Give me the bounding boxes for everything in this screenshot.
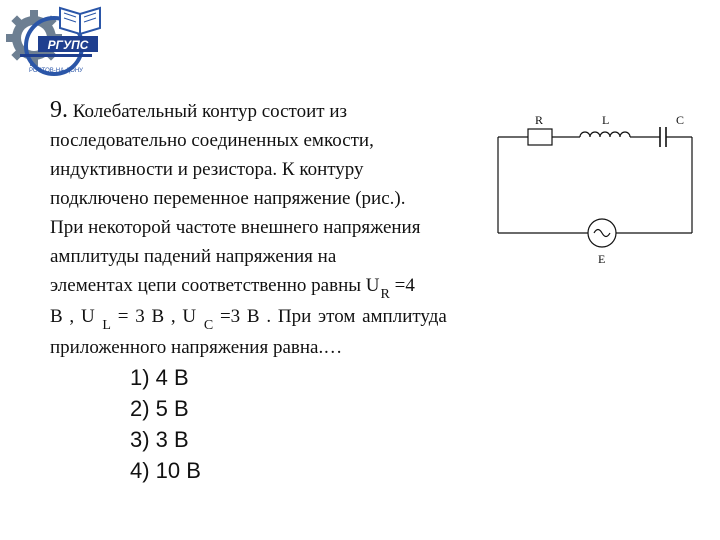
uc-label: U [182,306,198,327]
label-c: C [676,113,685,127]
uc-value: =3 В . При этом амплитуда [219,306,447,327]
label-e: E [598,252,606,266]
problem-number: 9. [50,97,68,123]
problem-line-1: Колебательный контур состоит из [72,101,348,122]
problem-line-7 [50,271,520,302]
problem-line-9: приложенного напряжения равна.… [50,337,343,358]
answer-options [130,362,201,486]
label-r: R [535,113,544,127]
ur-label: U [365,275,381,296]
ul-value: = 3 В , [117,306,176,327]
problem-line-3: индуктивности и резистора. К контуру [50,159,364,180]
rlc-circuit-diagram [490,100,710,280]
answer-option-4[interactable]: 4) 10 В [130,458,201,483]
ur-subscript: R [380,287,390,302]
answer-option-2[interactable]: 2) 5 В [130,396,189,421]
logo-ring-text: РОСТОВ-НА-ДОНУ [29,68,83,74]
problem-line-7-text: элементах цепи соответственно равны [50,275,362,296]
ur-value: =4 [389,275,415,296]
ul-subscript: L [102,318,111,333]
ac-wave-icon [594,230,610,237]
inductor-symbol [580,132,630,137]
problem-line-4: подключено переменное напряжение (рис.). [50,188,406,209]
problem-line-6: амплитуды падений напряжения на [50,246,337,267]
resistor-symbol [528,129,552,145]
problem-line-5: При некоторой частоте внешнего напряжения [50,217,421,238]
problem-statement [50,96,480,362]
university-logo [2,2,106,82]
problem-line-8 [50,302,520,333]
ul-label: U [80,306,96,327]
line8-start: В , [50,306,75,327]
answer-option-3[interactable]: 3) 3 В [130,427,189,452]
problem-line-2: последовательно соединенных емкости, [50,130,374,151]
uc-subscript: C [203,318,214,333]
logo-title: РГУПС [47,38,89,52]
label-l: L [602,113,610,127]
logo-emblem [2,2,106,82]
answer-option-1[interactable]: 1) 4 В [130,365,189,390]
